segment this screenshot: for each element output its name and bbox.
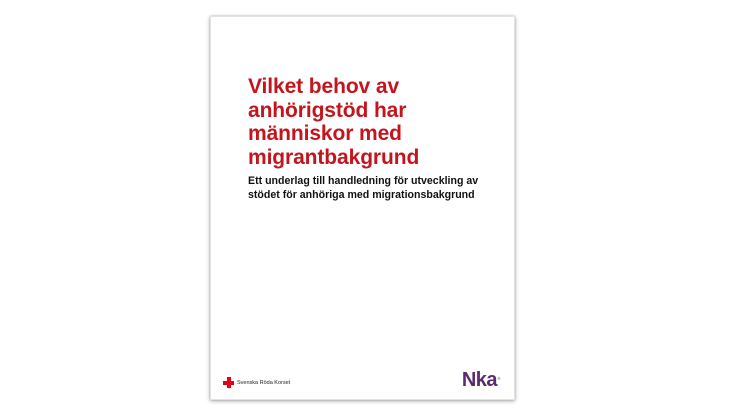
document-title: Vilket behov av anhörigstöd har människor med migrantbakgrund xyxy=(248,75,420,169)
nka-logo xyxy=(462,370,500,390)
nka-logo-text: Nka xyxy=(461,369,498,391)
registered-mark: ® xyxy=(497,376,500,381)
red-cross-logo xyxy=(223,377,290,388)
document-subtitle: Ett underlag till handledning för utveckling av stödet för anhöriga med migrationsbakgrund xyxy=(248,175,479,201)
organization-name: Svenska Röda Korset xyxy=(237,379,291,386)
red-cross-icon xyxy=(223,377,234,388)
document-cover xyxy=(210,16,515,400)
